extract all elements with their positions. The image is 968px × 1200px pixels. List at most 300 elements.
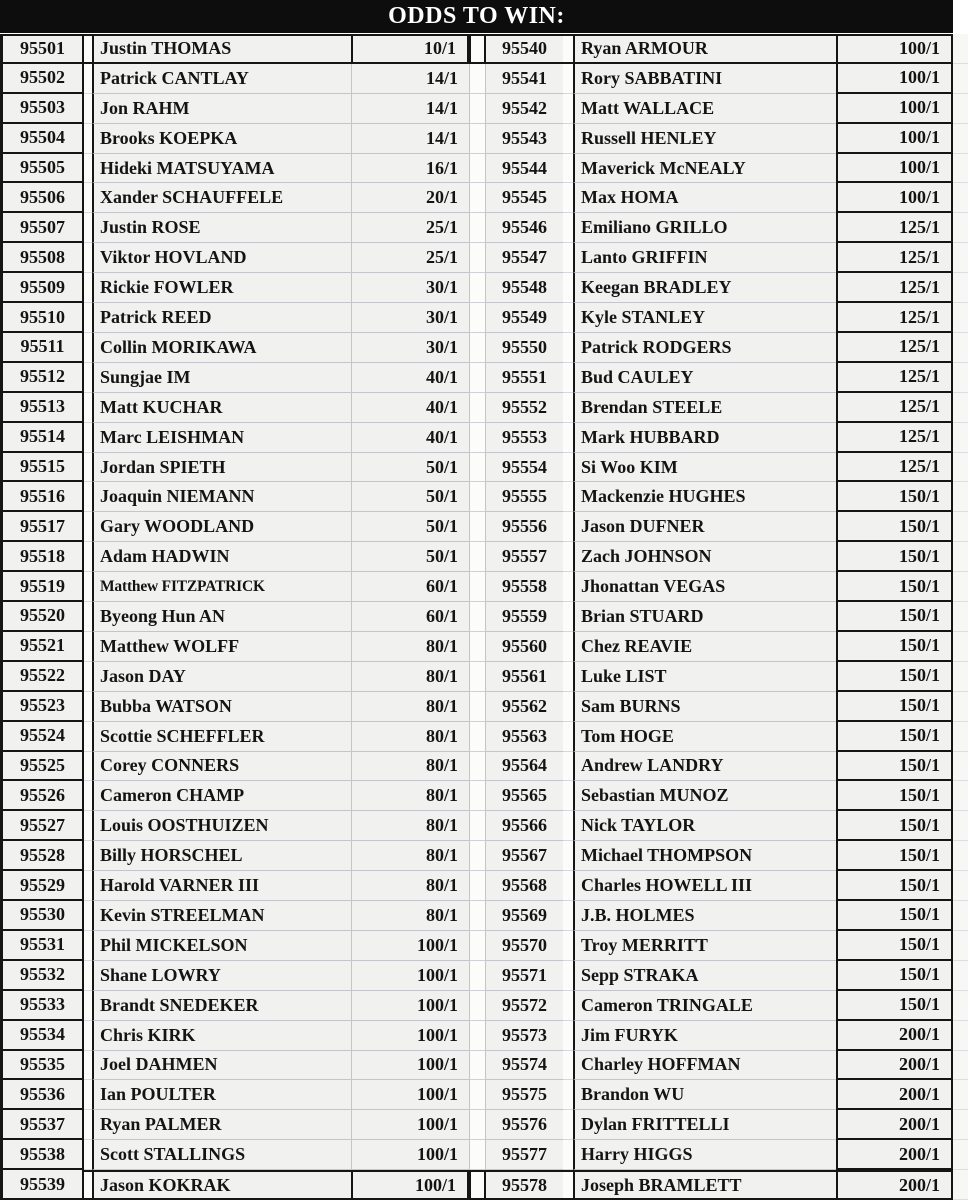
player-name-cell: Emiliano GRILLO bbox=[573, 213, 836, 243]
odds-row bbox=[0, 991, 968, 1021]
odds-row bbox=[0, 1170, 968, 1200]
column-gap bbox=[84, 363, 92, 393]
odds-cell: 80/1 bbox=[351, 662, 469, 692]
cut-off-edge-column bbox=[953, 692, 968, 722]
odds-row bbox=[0, 1051, 968, 1081]
odds-cell: 60/1 bbox=[351, 572, 469, 602]
odds-cell: 150/1 bbox=[836, 752, 953, 782]
cut-off-edge-column bbox=[953, 841, 968, 871]
table-divider-gap bbox=[469, 871, 486, 901]
odds-cell: 200/1 bbox=[836, 1170, 953, 1200]
player-name-cell: Collin MORIKAWA bbox=[92, 333, 351, 363]
cut-off-edge-column bbox=[953, 1170, 968, 1200]
player-name-cell: J.B. HOLMES bbox=[573, 901, 836, 931]
column-gap bbox=[563, 811, 573, 841]
column-gap bbox=[563, 213, 573, 243]
column-gap bbox=[563, 512, 573, 542]
player-code-cell: 95522 bbox=[0, 662, 84, 692]
player-code-cell: 95559 bbox=[486, 602, 563, 632]
player-code-cell: 95562 bbox=[486, 692, 563, 722]
player-name-cell: Joel DAHMEN bbox=[92, 1051, 351, 1081]
odds-cell: 50/1 bbox=[351, 482, 469, 512]
cut-off-edge-column bbox=[953, 34, 968, 64]
player-name-cell: Brandt SNEDEKER bbox=[92, 991, 351, 1021]
column-gap bbox=[563, 303, 573, 333]
player-name-cell: Mackenzie HUGHES bbox=[573, 482, 836, 512]
odds-row bbox=[0, 841, 968, 871]
player-code-cell: 95536 bbox=[0, 1080, 84, 1110]
column-gap bbox=[563, 841, 573, 871]
column-gap bbox=[84, 1021, 92, 1051]
player-code-cell: 95568 bbox=[486, 871, 563, 901]
odds-row bbox=[0, 572, 968, 602]
column-gap bbox=[84, 1170, 92, 1200]
odds-cell: 100/1 bbox=[836, 34, 953, 64]
table-divider-gap bbox=[469, 572, 486, 602]
player-name-cell: Jon RAHM bbox=[92, 94, 351, 124]
column-gap bbox=[84, 871, 92, 901]
column-gap bbox=[84, 64, 92, 94]
column-gap bbox=[563, 602, 573, 632]
column-gap bbox=[84, 393, 92, 423]
odds-row bbox=[0, 781, 968, 811]
odds-cell: 150/1 bbox=[836, 961, 953, 991]
odds-cell: 150/1 bbox=[836, 542, 953, 572]
player-name-cell: Charles HOWELL III bbox=[573, 871, 836, 901]
column-gap bbox=[563, 1051, 573, 1081]
column-gap bbox=[84, 423, 92, 453]
player-name-cell: Harry HIGGS bbox=[573, 1140, 836, 1170]
odds-row bbox=[0, 1080, 968, 1110]
player-code-cell: 95561 bbox=[486, 662, 563, 692]
odds-cell: 100/1 bbox=[836, 64, 953, 94]
column-gap bbox=[84, 991, 92, 1021]
column-gap bbox=[84, 154, 92, 184]
cut-off-edge-column bbox=[953, 752, 968, 782]
cut-off-edge-column bbox=[953, 931, 968, 961]
player-name-cell: Sam BURNS bbox=[573, 692, 836, 722]
odds-row bbox=[0, 154, 968, 184]
odds-row bbox=[0, 273, 968, 303]
odds-cell: 125/1 bbox=[836, 213, 953, 243]
player-code-cell: 95574 bbox=[486, 1051, 563, 1081]
player-name-cell: Russell HENLEY bbox=[573, 124, 836, 154]
player-name-cell: Matthew WOLFF bbox=[92, 632, 351, 662]
player-name-cell: Gary WOODLAND bbox=[92, 512, 351, 542]
player-code-cell: 95573 bbox=[486, 1021, 563, 1051]
player-name-cell: Kevin STREELMAN bbox=[92, 901, 351, 931]
column-gap bbox=[563, 781, 573, 811]
column-gap bbox=[563, 692, 573, 722]
odds-row bbox=[0, 183, 968, 213]
column-gap bbox=[84, 183, 92, 213]
player-name-cell: Rickie FOWLER bbox=[92, 273, 351, 303]
column-gap bbox=[563, 423, 573, 453]
odds-cell: 80/1 bbox=[351, 632, 469, 662]
cut-off-edge-column bbox=[953, 453, 968, 483]
odds-cell: 40/1 bbox=[351, 363, 469, 393]
odds-cell: 150/1 bbox=[836, 901, 953, 931]
odds-cell: 80/1 bbox=[351, 871, 469, 901]
player-name-cell: Dylan FRITTELLI bbox=[573, 1110, 836, 1140]
odds-row bbox=[0, 333, 968, 363]
odds-cell: 80/1 bbox=[351, 901, 469, 931]
table-divider-gap bbox=[469, 363, 486, 393]
column-gap bbox=[563, 871, 573, 901]
player-code-cell: 95518 bbox=[0, 542, 84, 572]
player-name-cell: Jason DAY bbox=[92, 662, 351, 692]
player-name-cell: Ryan ARMOUR bbox=[573, 34, 836, 64]
player-name-cell: Charley HOFFMAN bbox=[573, 1051, 836, 1081]
player-code-cell: 95556 bbox=[486, 512, 563, 542]
table-divider-gap bbox=[469, 1080, 486, 1110]
odds-row bbox=[0, 213, 968, 243]
table-divider-gap bbox=[469, 632, 486, 662]
odds-cell: 150/1 bbox=[836, 931, 953, 961]
table-divider-gap bbox=[469, 662, 486, 692]
player-code-cell: 95550 bbox=[486, 333, 563, 363]
player-code-cell: 95534 bbox=[0, 1021, 84, 1051]
column-gap bbox=[84, 213, 92, 243]
odds-cell: 40/1 bbox=[351, 393, 469, 423]
table-divider-gap bbox=[469, 1140, 486, 1170]
player-code-cell: 95564 bbox=[486, 752, 563, 782]
player-name-cell: Justin ROSE bbox=[92, 213, 351, 243]
player-code-cell: 95576 bbox=[486, 1110, 563, 1140]
player-name-cell: Kyle STANLEY bbox=[573, 303, 836, 333]
player-code-cell: 95537 bbox=[0, 1110, 84, 1140]
player-code-cell: 95552 bbox=[486, 393, 563, 423]
odds-row bbox=[0, 34, 968, 64]
odds-cell: 80/1 bbox=[351, 752, 469, 782]
odds-row bbox=[0, 363, 968, 393]
player-code-cell: 95519 bbox=[0, 572, 84, 602]
column-gap bbox=[84, 303, 92, 333]
player-code-cell: 95523 bbox=[0, 692, 84, 722]
player-name-cell: Brooks KOEPKA bbox=[92, 124, 351, 154]
odds-cell: 25/1 bbox=[351, 243, 469, 273]
cut-off-edge-column bbox=[953, 602, 968, 632]
player-code-cell: 95567 bbox=[486, 841, 563, 871]
odds-cell: 30/1 bbox=[351, 303, 469, 333]
column-gap bbox=[563, 542, 573, 572]
player-code-cell: 95543 bbox=[486, 124, 563, 154]
cut-off-edge-column bbox=[953, 662, 968, 692]
odds-cell: 50/1 bbox=[351, 512, 469, 542]
column-gap bbox=[84, 692, 92, 722]
player-code-cell: 95538 bbox=[0, 1140, 84, 1170]
odds-cell: 150/1 bbox=[836, 692, 953, 722]
odds-cell: 125/1 bbox=[836, 243, 953, 273]
table-divider-gap bbox=[469, 722, 486, 752]
column-gap bbox=[563, 94, 573, 124]
odds-cell: 100/1 bbox=[351, 1110, 469, 1140]
cut-off-edge-column bbox=[953, 363, 968, 393]
odds-cell: 150/1 bbox=[836, 991, 953, 1021]
column-gap bbox=[563, 722, 573, 752]
column-gap bbox=[563, 1110, 573, 1140]
odds-cell: 80/1 bbox=[351, 692, 469, 722]
player-name-cell: Cameron CHAMP bbox=[92, 781, 351, 811]
column-gap bbox=[563, 273, 573, 303]
player-code-cell: 95577 bbox=[486, 1140, 563, 1170]
cut-off-edge-column bbox=[953, 243, 968, 273]
odds-cell: 200/1 bbox=[836, 1080, 953, 1110]
odds-to-win-header bbox=[0, 0, 953, 33]
odds-cell: 200/1 bbox=[836, 1140, 953, 1170]
player-code-cell: 95554 bbox=[486, 453, 563, 483]
player-name-cell: Bubba WATSON bbox=[92, 692, 351, 722]
player-code-cell: 95560 bbox=[486, 632, 563, 662]
player-name-cell: Jason KOKRAK bbox=[92, 1170, 351, 1200]
odds-cell: 25/1 bbox=[351, 213, 469, 243]
table-divider-gap bbox=[469, 213, 486, 243]
table-divider-gap bbox=[469, 124, 486, 154]
player-name-cell: Zach JOHNSON bbox=[573, 542, 836, 572]
player-code-cell: 95530 bbox=[0, 901, 84, 931]
player-code-cell: 95516 bbox=[0, 482, 84, 512]
column-gap bbox=[84, 811, 92, 841]
player-name-cell: Chez REAVIE bbox=[573, 632, 836, 662]
column-gap bbox=[563, 64, 573, 94]
player-code-cell: 95528 bbox=[0, 841, 84, 871]
player-name-cell: Billy HORSCHEL bbox=[92, 841, 351, 871]
odds-cell: 14/1 bbox=[351, 94, 469, 124]
column-gap bbox=[563, 662, 573, 692]
player-name-cell: Si Woo KIM bbox=[573, 453, 836, 483]
odds-row bbox=[0, 303, 968, 333]
player-code-cell: 95509 bbox=[0, 273, 84, 303]
odds-cell: 30/1 bbox=[351, 273, 469, 303]
column-gap bbox=[563, 333, 573, 363]
column-gap bbox=[84, 333, 92, 363]
column-gap bbox=[84, 722, 92, 752]
player-code-cell: 95503 bbox=[0, 94, 84, 124]
table-divider-gap bbox=[469, 1110, 486, 1140]
cut-off-edge-column bbox=[953, 423, 968, 453]
odds-row bbox=[0, 94, 968, 124]
odds-cell: 200/1 bbox=[836, 1021, 953, 1051]
player-code-cell: 95533 bbox=[0, 991, 84, 1021]
cut-off-edge-column bbox=[953, 632, 968, 662]
player-code-cell: 95555 bbox=[486, 482, 563, 512]
player-name-cell: Scott STALLINGS bbox=[92, 1140, 351, 1170]
column-gap bbox=[84, 572, 92, 602]
column-gap bbox=[563, 1080, 573, 1110]
player-name-cell: Viktor HOVLAND bbox=[92, 243, 351, 273]
table-divider-gap bbox=[469, 154, 486, 184]
column-gap bbox=[563, 482, 573, 512]
column-gap bbox=[563, 243, 573, 273]
table-divider-gap bbox=[469, 34, 486, 64]
table-divider-gap bbox=[469, 453, 486, 483]
column-gap bbox=[84, 273, 92, 303]
odds-cell: 80/1 bbox=[351, 811, 469, 841]
player-name-cell: Tom HOGE bbox=[573, 722, 836, 752]
cut-off-edge-column bbox=[953, 1140, 968, 1170]
column-gap bbox=[84, 542, 92, 572]
odds-row bbox=[0, 453, 968, 483]
cut-off-edge-column bbox=[953, 1051, 968, 1081]
player-code-cell: 95511 bbox=[0, 333, 84, 363]
player-name-cell: Matt WALLACE bbox=[573, 94, 836, 124]
cut-off-edge-column bbox=[953, 781, 968, 811]
odds-row bbox=[0, 1110, 968, 1140]
player-name-cell: Sungjae IM bbox=[92, 363, 351, 393]
cut-off-edge-column bbox=[953, 273, 968, 303]
odds-cell: 150/1 bbox=[836, 602, 953, 632]
table-divider-gap bbox=[469, 542, 486, 572]
odds-row bbox=[0, 124, 968, 154]
column-gap bbox=[84, 961, 92, 991]
odds-cell: 125/1 bbox=[836, 423, 953, 453]
column-gap bbox=[84, 482, 92, 512]
odds-cell: 50/1 bbox=[351, 453, 469, 483]
column-gap bbox=[563, 931, 573, 961]
player-name-cell: Harold VARNER III bbox=[92, 871, 351, 901]
player-name-cell: Joseph BRAMLETT bbox=[573, 1170, 836, 1200]
player-code-cell: 95542 bbox=[486, 94, 563, 124]
player-name-cell: Louis OOSTHUIZEN bbox=[92, 811, 351, 841]
odds-row bbox=[0, 602, 968, 632]
player-code-cell: 95529 bbox=[0, 871, 84, 901]
player-code-cell: 95512 bbox=[0, 363, 84, 393]
odds-cell: 80/1 bbox=[351, 781, 469, 811]
odds-cell: 150/1 bbox=[836, 781, 953, 811]
player-code-cell: 95517 bbox=[0, 512, 84, 542]
table-divider-gap bbox=[469, 841, 486, 871]
cut-off-edge-column bbox=[953, 303, 968, 333]
player-code-cell: 95566 bbox=[486, 811, 563, 841]
column-gap bbox=[84, 632, 92, 662]
player-name-cell: Matthew FITZPATRICK bbox=[92, 572, 351, 602]
table-divider-gap bbox=[469, 243, 486, 273]
odds-row bbox=[0, 243, 968, 273]
odds-cell: 125/1 bbox=[836, 333, 953, 363]
odds-cell: 150/1 bbox=[836, 632, 953, 662]
column-gap bbox=[563, 991, 573, 1021]
odds-cell: 125/1 bbox=[836, 273, 953, 303]
column-gap bbox=[563, 124, 573, 154]
column-gap bbox=[563, 183, 573, 213]
column-gap bbox=[84, 1051, 92, 1081]
player-name-cell: Chris KIRK bbox=[92, 1021, 351, 1051]
table-divider-gap bbox=[469, 781, 486, 811]
odds-row bbox=[0, 722, 968, 752]
column-gap bbox=[563, 363, 573, 393]
column-gap bbox=[563, 752, 573, 782]
column-gap bbox=[563, 34, 573, 64]
odds-cell: 125/1 bbox=[836, 393, 953, 423]
cut-off-edge-column bbox=[953, 871, 968, 901]
cut-off-edge-column bbox=[953, 213, 968, 243]
odds-cell: 200/1 bbox=[836, 1051, 953, 1081]
player-name-cell: Nick TAYLOR bbox=[573, 811, 836, 841]
odds-cell: 100/1 bbox=[351, 1170, 469, 1200]
odds-cell: 100/1 bbox=[351, 991, 469, 1021]
odds-cell: 150/1 bbox=[836, 572, 953, 602]
player-code-cell: 95575 bbox=[486, 1080, 563, 1110]
table-divider-gap bbox=[469, 303, 486, 333]
player-name-cell: Matt KUCHAR bbox=[92, 393, 351, 423]
odds-cell: 125/1 bbox=[836, 453, 953, 483]
player-name-cell: Sebastian MUNOZ bbox=[573, 781, 836, 811]
column-gap bbox=[84, 841, 92, 871]
cut-off-edge-column bbox=[953, 512, 968, 542]
column-gap bbox=[84, 901, 92, 931]
player-code-cell: 95510 bbox=[0, 303, 84, 333]
odds-row bbox=[0, 393, 968, 423]
player-code-cell: 95525 bbox=[0, 752, 84, 782]
column-gap bbox=[563, 453, 573, 483]
player-code-cell: 95549 bbox=[486, 303, 563, 333]
player-name-cell: Patrick CANTLAY bbox=[92, 64, 351, 94]
player-name-cell: Mark HUBBARD bbox=[573, 423, 836, 453]
player-name-cell: Patrick REED bbox=[92, 303, 351, 333]
player-name-cell: Corey CONNERS bbox=[92, 752, 351, 782]
odds-row bbox=[0, 692, 968, 722]
column-gap bbox=[84, 662, 92, 692]
player-code-cell: 95505 bbox=[0, 154, 84, 184]
cut-off-edge-column bbox=[953, 64, 968, 94]
odds-cell: 10/1 bbox=[351, 34, 469, 64]
odds-row bbox=[0, 1021, 968, 1051]
player-name-cell: Joaquin NIEMANN bbox=[92, 482, 351, 512]
player-code-cell: 95570 bbox=[486, 931, 563, 961]
player-code-cell: 95548 bbox=[486, 273, 563, 303]
table-divider-gap bbox=[469, 1021, 486, 1051]
table-divider-gap bbox=[469, 692, 486, 722]
column-gap bbox=[84, 752, 92, 782]
player-code-cell: 95526 bbox=[0, 781, 84, 811]
cut-off-edge-column bbox=[953, 482, 968, 512]
player-name-cell: Jordan SPIETH bbox=[92, 453, 351, 483]
odds-cell: 100/1 bbox=[351, 1140, 469, 1170]
odds-cell: 100/1 bbox=[836, 124, 953, 154]
player-name-cell: Brian STUARD bbox=[573, 602, 836, 632]
player-code-cell: 95545 bbox=[486, 183, 563, 213]
column-gap bbox=[84, 1080, 92, 1110]
cut-off-edge-column bbox=[953, 572, 968, 602]
player-code-cell: 95578 bbox=[486, 1170, 563, 1200]
odds-cell: 50/1 bbox=[351, 542, 469, 572]
column-gap bbox=[563, 393, 573, 423]
odds-cell: 200/1 bbox=[836, 1110, 953, 1140]
odds-cell: 150/1 bbox=[836, 512, 953, 542]
table-divider-gap bbox=[469, 183, 486, 213]
odds-cell: 125/1 bbox=[836, 303, 953, 333]
column-gap bbox=[563, 1140, 573, 1170]
player-name-cell: Keegan BRADLEY bbox=[573, 273, 836, 303]
odds-cell: 60/1 bbox=[351, 602, 469, 632]
odds-row bbox=[0, 871, 968, 901]
column-gap bbox=[84, 34, 92, 64]
player-code-cell: 95535 bbox=[0, 1051, 84, 1081]
table-divider-gap bbox=[469, 94, 486, 124]
player-name-cell: Ian POULTER bbox=[92, 1080, 351, 1110]
player-name-cell: Sepp STRAKA bbox=[573, 961, 836, 991]
table-divider-gap bbox=[469, 991, 486, 1021]
table-divider-gap bbox=[469, 901, 486, 931]
player-code-cell: 95551 bbox=[486, 363, 563, 393]
odds-cell: 100/1 bbox=[351, 1051, 469, 1081]
player-code-cell: 95571 bbox=[486, 961, 563, 991]
odds-row bbox=[0, 931, 968, 961]
player-name-cell: Andrew LANDRY bbox=[573, 752, 836, 782]
odds-cell: 100/1 bbox=[351, 931, 469, 961]
column-gap bbox=[84, 1140, 92, 1170]
player-code-cell: 95531 bbox=[0, 931, 84, 961]
